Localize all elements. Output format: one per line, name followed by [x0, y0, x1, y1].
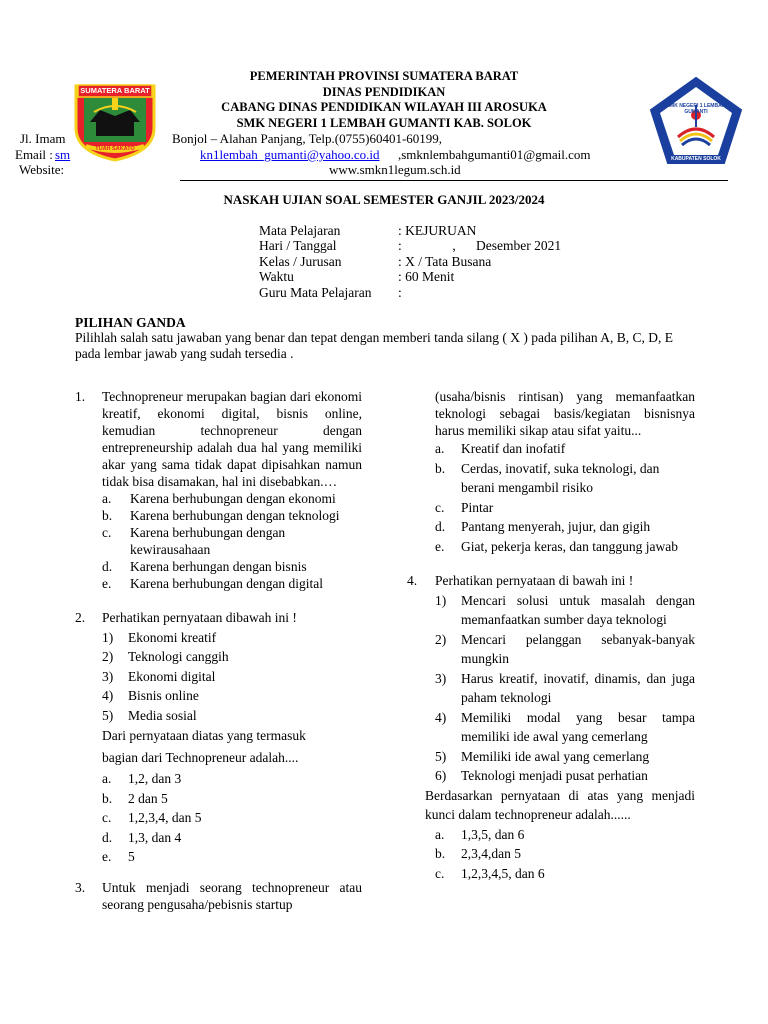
option-item[interactable]: b. 2,3,4,dan 5 — [435, 846, 521, 861]
statement-item: 2) Teknologi canggih — [102, 649, 229, 664]
meta-label-teacher: Guru Mata Pelajaran — [259, 285, 372, 300]
header-divider — [180, 180, 728, 181]
left-logo-top-text: SUMATERA BARAT — [80, 86, 150, 95]
question-4-statements — [435, 591, 695, 786]
statement-item: 5) Media sosial — [102, 707, 197, 723]
right-column — [407, 388, 695, 883]
option-item[interactable]: b. Karena berhubungan dengan teknologi — [102, 508, 340, 523]
option-item[interactable]: e. Giat, pekerja keras, dan tanggung jawab — [435, 538, 679, 554]
option-item[interactable]: a. 1,2, dan 3 — [102, 771, 182, 786]
option-item[interactable]: c. Pintar — [435, 499, 494, 515]
right-logo-top-text: SMK NEGERI 1 LEMBAH GUMANTI — [666, 103, 726, 115]
question-3 — [75, 879, 362, 913]
left-logo-bottom-text: TUAH SAKATO — [95, 146, 135, 152]
left-column — [75, 388, 362, 913]
email-fragment-link[interactable]: sm — [55, 147, 71, 162]
statement-item: 5) Memiliki ide awal yang cemerlang — [435, 748, 650, 764]
meta-value-date: : , Desember 2021 — [398, 238, 562, 253]
option-item[interactable]: d. Karena berhungan dengan bisnis — [102, 559, 307, 574]
website-text: www.smkn1legum.sch.id — [329, 162, 461, 177]
question-2-question: Dari pernyataan diatas yang termasuk bagian dari Technopreneur adalah.... — [102, 728, 306, 765]
option-item[interactable]: a. 1,3,5, dan 6 — [435, 826, 525, 842]
meta-label-time: Waktu — [259, 269, 294, 284]
question-2-options — [102, 769, 362, 867]
address-label: Jl. Imam — [20, 131, 66, 146]
meta-label-date: Hari / Tanggal — [259, 238, 337, 253]
question-2 — [75, 608, 362, 867]
question-2-statements — [102, 628, 362, 726]
meta-value-class: : X / Tata Busana — [398, 254, 492, 269]
question-3-options — [435, 439, 695, 556]
email-rest: ,smknlembahgumanti01@gmail.com — [398, 147, 591, 162]
statement-item: 1) Mencari solusi untuk masalah dengan memanfaatkan sumber daya teknologi — [435, 592, 695, 627]
option-item[interactable]: e. 5 — [102, 849, 135, 864]
meta-value-time: : 60 Menit — [398, 269, 455, 284]
header-line-4: SMK NEGERI 1 LEMBAH GUMANTI KAB. SOLOK — [236, 116, 532, 130]
statement-item: 3) Harus kreatif, inovatif, dinamis, dan juga paham teknologi — [435, 670, 695, 705]
statement-item: 3) Ekonomi digital — [102, 668, 216, 684]
question-4 — [407, 571, 695, 883]
meta-label-subject: Mata Pelajaran — [259, 223, 341, 238]
question-1-text: Technopreneur merupakan bagian dari ekonomi kreatif, ekonomi digital, bisnis online, kemudian technopreneur dengan entrepreneurship adalah dua hal yang memiliki akar yang sama tidak dapat dipisahkan namun tidak bisa disamakan, hal ini disebabkan.… — [102, 389, 362, 489]
statement-item: 6) Teknologi menjadi pusat perhatian — [435, 768, 648, 783]
question-2-number: 2. — [75, 610, 86, 625]
question-3-text: Untuk menjadi seorang technopreneur atau seorang pengusaha/pebisnis startup — [102, 879, 362, 912]
question-3-continued — [407, 388, 695, 556]
option-item[interactable]: d. 1,3, dan 4 — [102, 829, 182, 845]
question-3-cont-text: (usaha/bisnis rintisan) yang memanfaatkan teknologi sebagai basis/kegiatan bisnisnya harus memiliki sikap atau sifat yaitu... — [435, 389, 695, 438]
option-item[interactable]: d. Pantang menyerah, jujur, dan gigih — [435, 519, 651, 534]
meta-value-teacher: : — [398, 285, 402, 300]
option-item[interactable]: c. 1,2,3,4, dan 5 — [102, 810, 202, 825]
header-line-1: PEMERINTAH PROVINSI SUMATERA BARAT — [249, 69, 519, 83]
option-item[interactable]: a. Karena berhubungan dengan ekonomi — [102, 491, 336, 506]
question-4-question: Berdasarkan pernyataan di atas yang menjadi kunci dalam technopreneur adalah...... — [425, 787, 695, 822]
exam-title: NASKAH UJIAN SOAL SEMESTER GANJIL 2023/2024 — [223, 192, 545, 207]
option-item[interactable]: b. 2 dan 5 — [102, 790, 168, 806]
right-logo-bottom-text: KABUPATEN SOLOK — [671, 156, 721, 162]
address-text: Bonjol – Alahan Panjang, Telp.(0755)60401-60199, — [172, 131, 443, 146]
option-item[interactable]: e. Karena berhubungan dengan digital — [102, 576, 324, 591]
option-item[interactable]: b. Cerdas, inovatif, suka teknologi, dan berani mengambil risiko — [435, 460, 660, 495]
website-label: Website: — [19, 162, 65, 177]
meta-value-subject: : KEJURUAN — [398, 223, 477, 238]
email-label: Email : — [15, 147, 53, 162]
question-1-number: 1. — [75, 389, 86, 404]
statement-item: 2) Mencari pelanggan sebanyak-banyak mungkin — [435, 631, 695, 666]
option-item[interactable]: c. Karena berhubungan dengan kewirausahaan — [102, 525, 286, 557]
question-1-options — [102, 490, 362, 592]
statement-item: 4) Bisnis online — [102, 688, 199, 703]
header-line-3: CABANG DINAS PENDIDIKAN WILAYAH III AROSUKA — [221, 100, 547, 114]
question-4-options — [435, 825, 695, 884]
instructions: Pilihlah salah satu jawaban yang benar dan tepat dengan memberi tanda silang ( X ) pada pilihan A, B, C, D, E pada lembar jawab yang sudah tersedia . — [75, 330, 673, 361]
option-item[interactable]: a. Kreatif dan inofatif — [435, 441, 566, 456]
header-line-2: DINAS PENDIDIKAN — [322, 85, 446, 99]
option-item[interactable]: c. 1,2,3,4,5, dan 6 — [435, 865, 545, 881]
section-title: PILIHAN GANDA — [75, 315, 186, 330]
email-link[interactable]: kn1lembah_gumanti@yahoo.co.id — [200, 147, 380, 162]
statement-item: 1) Ekonomi kreatif — [102, 629, 217, 645]
question-3-number: 3. — [75, 879, 86, 895]
question-1 — [75, 388, 362, 592]
question-4-text: Perhatikan pernyataan di bawah ini ! — [435, 573, 634, 588]
meta-label-class: Kelas / Jurusan — [259, 254, 342, 269]
question-4-number: 4. — [407, 573, 418, 588]
statement-item: 4) Memiliki modal yang besar tampa memiliki ide awal yang cemerlang — [435, 709, 695, 744]
question-2-text: Perhatikan pernyataan dibawah ini ! — [102, 610, 297, 625]
